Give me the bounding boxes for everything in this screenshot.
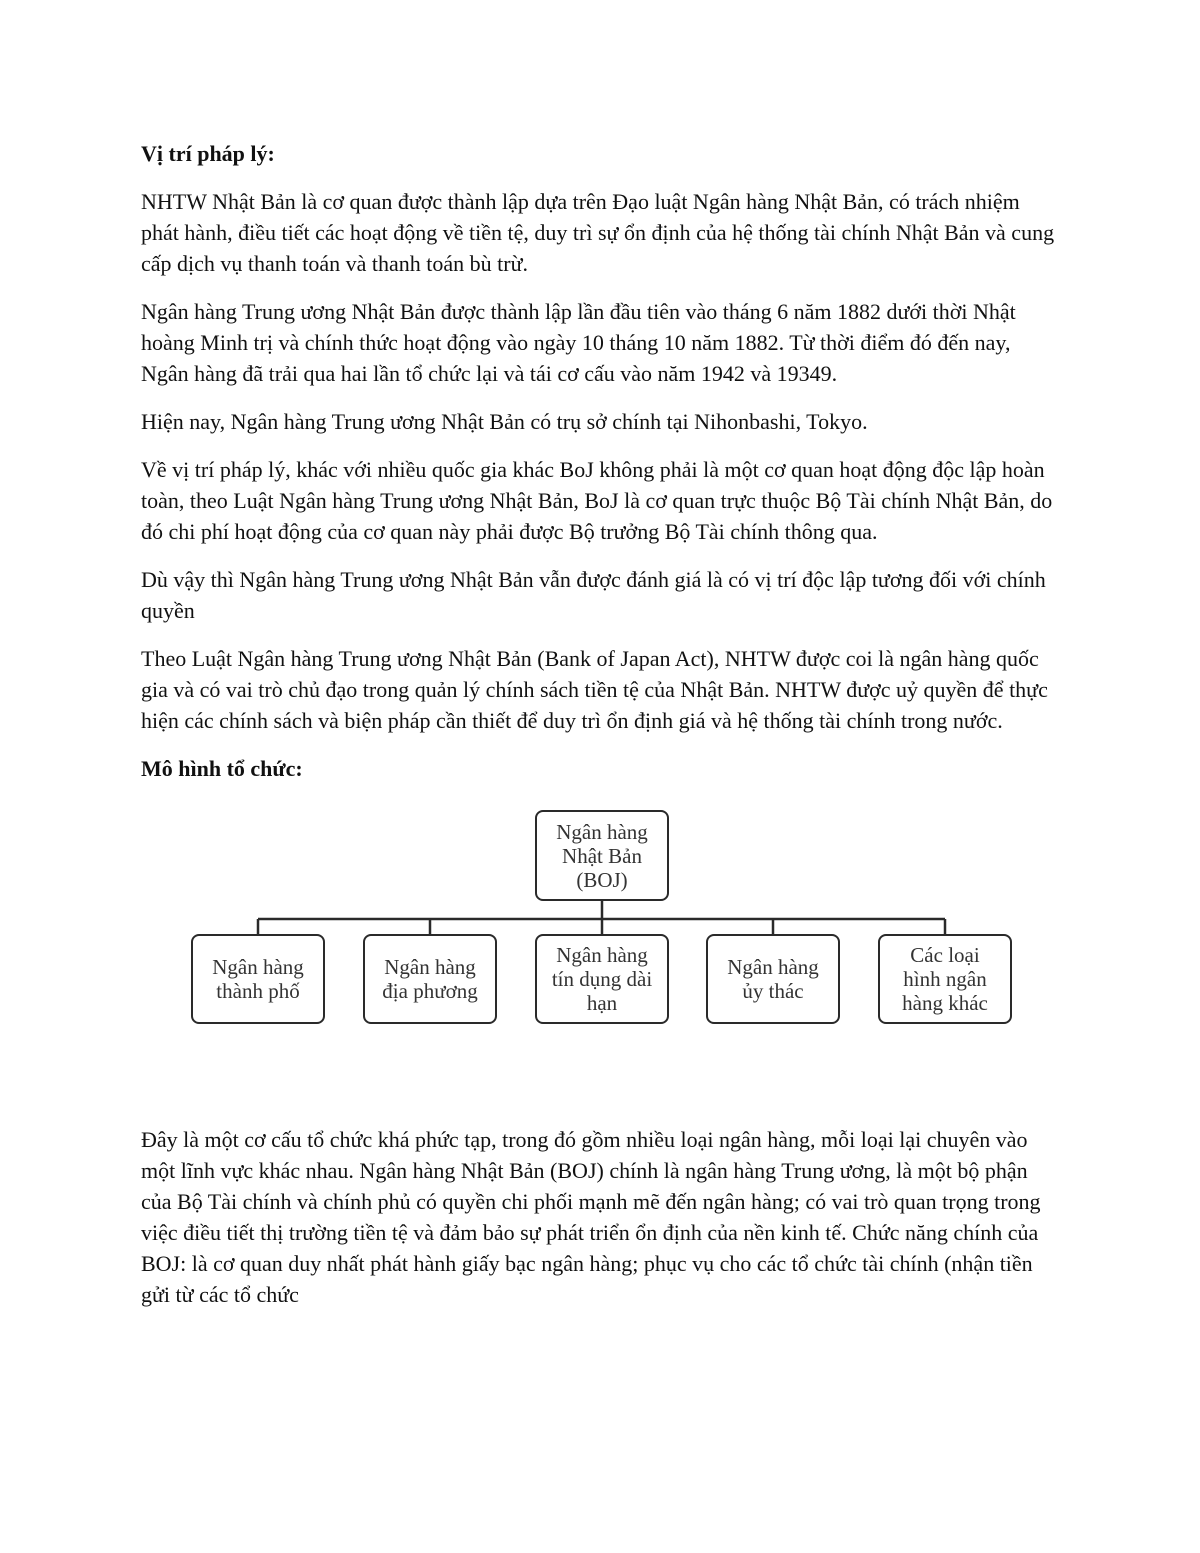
org-node-label: Ngân hàng địa phương [382,955,478,1003]
section-heading-org-model: Mô hình tổ chức: [141,756,303,781]
paragraph: Dù vậy thì Ngân hàng Trung ương Nhật Bản vẫn được đánh giá là có vị trí độc lập tương đối với chính quyền [141,567,1046,623]
paragraph: Hiện nay, Ngân hàng Trung ương Nhật Bản có trụ sở chính tại Nihonbashi, Tokyo. [141,409,868,434]
document-page [141,138,1061,1327]
org-node-boj [535,810,669,901]
paragraph: Theo Luật Ngân hàng Trung ương Nhật Bản (Bank of Japan Act), NHTW được coi là ngân hàng quốc gia và có vai trò chủ đạo trong quản lý chính sách tiền tệ của Nhật Bản. NHTW được uỷ quyền để thực hiện các chính sách và biện pháp cần thiết để duy trì ổn định giá và hệ thống tài chính trong nước. [141,646,1048,733]
org-node-label: Ngân hàng Nhật Bản (BOJ) [556,819,648,892]
section-heading-legal-position: Vị trí pháp lý: [141,141,275,166]
paragraph: NHTW Nhật Bản là cơ quan được thành lập dựa trên Đạo luật Ngân hàng Nhật Bản, có trách nhiệm phát hành, điều tiết các hoạt động về tiền tệ, duy trì sự ổn định của hệ thống tài chính Nhật Bản và cung cấp dịch vụ thanh toán và thanh toán bù trừ. [141,189,1055,276]
org-node-city-bank [191,934,325,1024]
paragraph: Ngân hàng Trung ương Nhật Bản được thành lập lần đầu tiên vào tháng 6 năm 1882 dưới thời Nhật hoàng Minh trị và chính thức hoạt động vào ngày 10 tháng 10 năm 1882. Từ thời điểm đó đến nay, Ngân hàng đã trải qua hai lần tổ chức lại và tái cơ cấu vào năm 1942 và 19349. [141,299,1016,386]
org-node-regional-bank [363,934,497,1024]
org-chart-diagram [141,804,1061,1094]
org-node-trust-bank [706,934,840,1024]
org-node-label: Ngân hàng tín dụng dài hạn [551,943,653,1015]
paragraph: Về vị trí pháp lý, khác với nhiều quốc gia khác BoJ không phải là một cơ quan hoạt động độc lập hoàn toàn, theo Luật Ngân hàng Trung ương Nhật Bản, BoJ là cơ quan trực thuộc Bộ Tài chính Nhật Bản, do đó chi phí hoạt động của cơ quan này phải được Bộ trưởng Bộ Tài chính thông qua. [141,457,1053,544]
org-node-label: Ngân hàng ủy thác [727,955,819,1003]
org-node-label: Các loại hình ngân hàng khác [902,943,988,1015]
org-node-label: Ngân hàng thành phố [212,955,304,1003]
org-node-long-term-credit-bank [535,934,669,1024]
org-node-other-banks [878,934,1012,1024]
paragraph: Đây là một cơ cấu tổ chức khá phức tạp, trong đó gồm nhiều loại ngân hàng, mỗi loại lại chuyên vào một lĩnh vực khác nhau. Ngân hàng Nhật Bản (BOJ) chính là ngân hàng Trung ương, là một bộ phận của Bộ Tài chính và chính phủ có quyền chi phối mạnh mẽ đến ngân hàng; có vai trò quan trọng trong việc điều tiết thị trường tiền tệ và đảm bảo sự phát triển ổn định của nền kinh tế. Chức năng chính của BOJ: là cơ quan duy nhất phát hành giấy bạc ngân hàng; phục vụ cho các tổ chức tài chính (nhận tiền gửi từ các tổ chức [141,1127,1041,1307]
